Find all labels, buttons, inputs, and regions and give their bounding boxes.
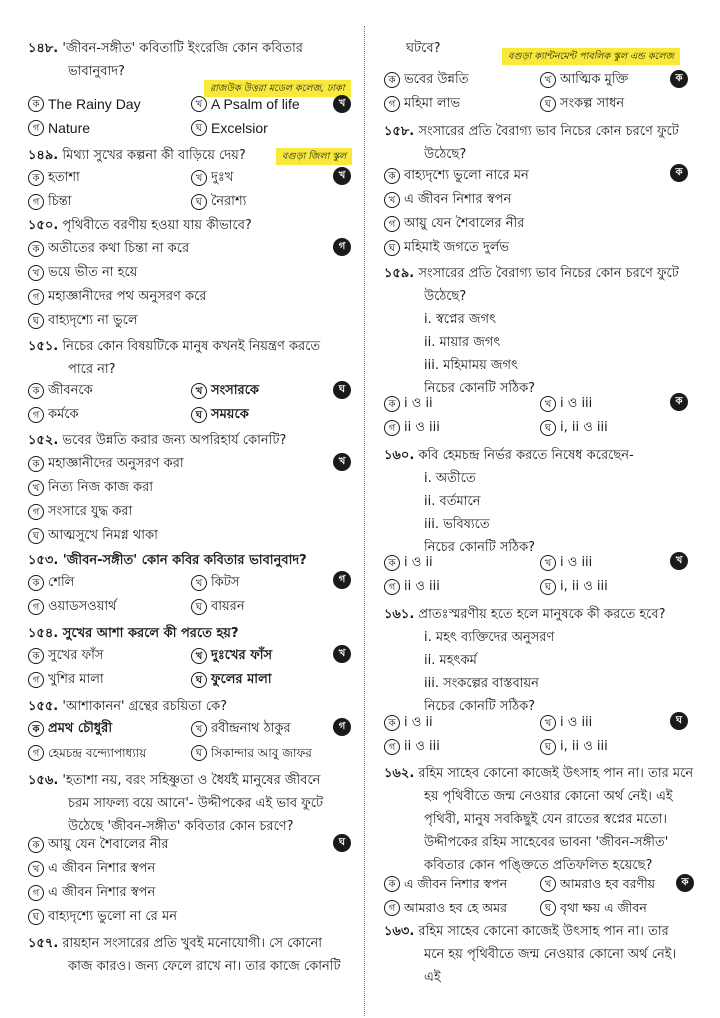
option-ka[interactable]: ক i ও ii: [384, 551, 540, 575]
source-badge: বগুড়া ক্যান্টনমেন্ট পাবলিক স্কুল এন্ড কলেজ: [502, 48, 680, 65]
option-ga[interactable]: গ চিন্তা: [28, 190, 191, 214]
option-kha[interactable]: খ কিটস: [191, 571, 354, 595]
option-ga[interactable]: গ ii ও iii: [384, 735, 540, 759]
option-label: ক: [28, 383, 44, 399]
option-label: ঘ: [540, 900, 556, 916]
option-label: খ: [540, 72, 556, 88]
options-149: [28, 166, 354, 214]
question-text-cont: ভাবানুবাদ?: [68, 64, 125, 79]
option-label: ঘ: [384, 240, 400, 256]
option-gha[interactable]: ঘ বৃথা ক্ষয় এ জীবন: [540, 896, 696, 920]
options-148: [28, 92, 354, 140]
option-ga[interactable]: গ আমরাও হব হে অমর: [384, 896, 540, 920]
option-kha[interactable]: খ এ জীবন নিশার স্বপন: [28, 857, 155, 881]
statement: ii. মহৎকর্ম: [424, 653, 477, 668]
options-150: [28, 237, 354, 333]
option-kha[interactable]: খ A Psalm of life: [191, 92, 354, 116]
options-158: [384, 164, 696, 260]
question-159: ১৫৯. সংসারের প্রতি বৈরাগ্য ভাব নিচের কোন চরণে ফুটে উঠেছে? i. স্বপ্নের জগৎ ii. মায়ার জগৎ iii. মহিমাময় জগৎ নিচের কোনটি সঠিক?: [384, 262, 696, 400]
option-gha[interactable]: ঘ বাহ্যদৃশ্যে ভুলো না রে মন: [28, 905, 177, 929]
option-gha[interactable]: ঘ মহিমাই জগতে দুর্লভ: [384, 236, 509, 260]
answer-badge: গ: [333, 718, 351, 736]
option-label: খ: [191, 721, 207, 737]
question-151: ১৫১. নিচের কোন বিষয়টিকে মানুষ কখনই নিয়ন্ত্রণ করতে পারে না?: [28, 339, 321, 377]
option-label: গ: [28, 745, 44, 761]
options-151: [28, 379, 354, 427]
question-162: ১৬২. রহিম সাহেব কোনো কাজেই উৎসাহ পান না। তার মনে হয় পৃথিবীতে জন্ম নেওয়ার কোনো অর্থ নেই। এই পৃথিবী, মানুষ সবকিছুই যেন রাতের স্বপ্নের মতো। উদ্দীপকের রহিম সাহেবের ভাবনা 'জীবন-সঙ্গীত' কবিতার কোন পঙ্ক্তিতে প্রতিফলিত হয়েছে?: [384, 766, 694, 873]
option-kha[interactable]: খ i ও iii: [540, 711, 696, 735]
answer-badge: খ: [333, 645, 351, 663]
option-label: খ: [191, 383, 207, 399]
question-ask: নিচের কোনটি সঠিক?: [424, 699, 536, 714]
option-ka[interactable]: ক হতাশা: [28, 166, 191, 190]
option-kha[interactable]: খ দুঃখের ফাঁস: [191, 644, 354, 668]
options-155: [28, 717, 354, 765]
option-label: খ: [191, 170, 207, 186]
options-159: [384, 392, 696, 440]
option-label: গ: [384, 739, 400, 755]
option-label: গ: [28, 194, 44, 210]
statement: ii. বর্তমানে: [424, 494, 481, 509]
option-label: ঘ: [191, 407, 207, 423]
option-label: ঘ: [540, 420, 556, 436]
option-ka[interactable]: ক শেলি: [28, 571, 191, 595]
option-ga[interactable]: গ মহাজ্ঞানীদের পথ অনুসরণ করে: [28, 285, 206, 309]
answer-badge: খ: [333, 95, 351, 113]
option-gha[interactable]: ঘ বাহ্যদৃশ্যে না ভুলে: [28, 309, 138, 333]
option-label: গ: [28, 885, 44, 901]
option-label: গ: [28, 407, 44, 423]
option-label: ক: [384, 396, 400, 412]
answer-badge: খ: [670, 552, 688, 570]
option-label: ক: [28, 456, 44, 472]
option-gha[interactable]: ঘ i, ii ও iii: [540, 416, 696, 440]
question-155: ১৫৫. 'আশাকানন' গ্রন্থের রচয়িতা কে?: [28, 699, 228, 714]
option-ka[interactable]: ক i ও ii: [384, 711, 540, 735]
statement: i. মহৎ ব্যক্তিদের অনুসরণ: [424, 630, 555, 645]
options-153: [28, 571, 354, 619]
answer-badge: গ: [333, 238, 351, 256]
question-ask: নিচের কোনটি সঠিক?: [424, 540, 536, 555]
option-label: ক: [384, 168, 400, 184]
option-label: ক: [384, 876, 400, 892]
option-label: গ: [384, 216, 400, 232]
option-label: খ: [384, 192, 400, 208]
option-ka[interactable]: ক মহাজ্ঞানীদের অনুসরণ করা: [28, 452, 184, 476]
option-kha[interactable]: খ রবীন্দ্রনাথ ঠাকুর: [191, 717, 354, 741]
question-157-cont: ঘটবে?: [406, 41, 441, 56]
question-150: ১৫০. পৃথিবীতে বরণীয় হওয়া যায় কীভাবে?: [28, 218, 252, 233]
option-label: ক: [28, 575, 44, 591]
option-gha[interactable]: ঘ i, ii ও iii: [540, 575, 696, 599]
question-ask: নিচের কোনটি সঠিক?: [424, 381, 536, 396]
question-157: ১৫৭. রায়হান সংসারের প্রতি খুবই মনোযোগী। সে কোনো কাজ কারও। জন্য ফেলে রাখে না। তার কাজে কোনটি: [28, 936, 341, 974]
options-152: [28, 452, 354, 548]
option-gha[interactable]: ঘ Excelsior: [191, 116, 354, 140]
option-kha[interactable]: খ আমরাও হব বরণীয়: [540, 872, 696, 896]
statement: ii. মায়ার জগৎ: [424, 335, 501, 350]
option-label: গ: [28, 120, 44, 136]
option-ga[interactable]: গ খুশির মালা: [28, 668, 191, 692]
option-ka[interactable]: ক আয়ু যেন শৈবালের নীর: [28, 833, 168, 857]
option-ga[interactable]: গ ওয়াডসওয়ার্থ: [28, 595, 191, 619]
answer-badge: ক: [670, 70, 688, 88]
option-label: গ: [28, 672, 44, 688]
option-ka[interactable]: ক ভবের উন্নতি: [384, 68, 540, 92]
option-gha[interactable]: ঘ সংকল্প সাধন: [540, 92, 696, 116]
question-148: [28, 37, 354, 83]
option-ga[interactable]: গ ii ও iii: [384, 416, 540, 440]
option-label: খ: [28, 861, 44, 877]
option-kha[interactable]: খ ভয়ে ভীত না হয়ে: [28, 261, 137, 285]
option-label: খ: [191, 96, 207, 112]
option-label: গ: [384, 420, 400, 436]
option-label: ক: [384, 555, 400, 571]
option-label: ঘ: [191, 745, 207, 761]
option-label: খ: [191, 575, 207, 591]
option-label: গ: [28, 599, 44, 615]
option-label: খ: [540, 876, 556, 892]
answer-badge: গ: [333, 571, 351, 589]
option-label: ক: [28, 241, 44, 257]
answer-badge: ক: [676, 874, 694, 892]
options-157: [384, 68, 696, 116]
option-label: ঘ: [28, 528, 44, 544]
question-149: ১৪৯. মিথ্যা সুখের কল্পনা কী বাড়িয়ে দেয়?: [28, 148, 246, 163]
option-kha[interactable]: খ নিত্য নিজ কাজ করা: [28, 476, 153, 500]
option-label: ক: [28, 648, 44, 664]
option-kha[interactable]: খ আত্মিক মুক্তি: [540, 68, 696, 92]
option-ga[interactable]: গ এ জীবন নিশার স্বপন: [28, 881, 155, 905]
option-label: ঘ: [191, 194, 207, 210]
option-label: ঘ: [540, 96, 556, 112]
option-label: ক: [28, 96, 44, 112]
option-gha[interactable]: ঘ নৈরাশ্য: [191, 190, 354, 214]
question-156: ১৫৬. 'হতাশা নয়, বরং সহিষ্ণুতা ও ধৈর্যই মানুষের জীবনে চরম সাফল্য বয়ে আনে'- উদ্দীপকের এই ভাব ফুটে উঠেছে 'জীবন-সঙ্গীত' কবিতার কোন চরণে?: [28, 773, 324, 834]
answer-badge: খ: [333, 453, 351, 471]
option-label: ঘ: [540, 579, 556, 595]
option-kha[interactable]: খ এ জীবন নিশার স্বপন: [384, 188, 511, 212]
option-ka[interactable]: ক বাহ্যদৃশ্যে ভুলো নারে মন: [384, 164, 529, 188]
answer-badge: ক: [670, 393, 688, 411]
answer-badge: ক: [670, 164, 688, 182]
option-label: ঘ: [191, 120, 207, 136]
option-kha[interactable]: খ সংসারকে: [191, 379, 354, 403]
option-ga[interactable]: গ কর্মকে: [28, 403, 191, 427]
options-160: [384, 551, 696, 599]
option-kha[interactable]: খ i ও iii: [540, 392, 696, 416]
option-kha[interactable]: খ i ও iii: [540, 551, 696, 575]
option-label: ক: [28, 170, 44, 186]
question-158: ১৫৮. সংসারের প্রতি বৈরাগ্য ভাব নিচের কোন চরণে ফুটে উঠেছে?: [384, 124, 679, 162]
option-ga[interactable]: গ সংসারে যুদ্ধ করা: [28, 500, 132, 524]
question-163: ১৬৩. রহিম সাহেব কোনো কাজেই উৎসাহ পান না। তার মনে হয় পৃথিবীতে জন্ম নেওয়ার কোনো অর্থ নেই। এই: [384, 924, 677, 985]
option-ka[interactable]: ক এ জীবন নিশার স্বপন: [384, 872, 540, 896]
option-ga[interactable]: গ মহিমা লাভ: [384, 92, 540, 116]
option-label: ক: [384, 72, 400, 88]
option-label: খ: [540, 715, 556, 731]
option-label: ঘ: [28, 313, 44, 329]
column-divider: [364, 26, 365, 1016]
option-label: খ: [540, 396, 556, 412]
statement: iii. মহিমাময় জগৎ: [424, 358, 518, 373]
source-badge: রাজউক উত্তরা মডেল কলেজ, ঢাকা: [204, 80, 351, 97]
option-label: গ: [384, 96, 400, 112]
question-154: ১৫৪. সুখের আশা করলে কী পরতে হয়?: [28, 626, 239, 641]
option-ga[interactable]: গ ii ও iii: [384, 575, 540, 599]
option-label: ঘ: [191, 599, 207, 615]
option-label: ঘ: [191, 672, 207, 688]
option-ga[interactable]: গ আয়ু যেন শৈবালের নীর: [384, 212, 524, 236]
option-gha[interactable]: ঘ আত্মসুখে নিমগ্ন থাকা: [28, 524, 158, 548]
option-label: গ: [28, 289, 44, 305]
question-161: ১৬১. প্রাতঃস্মরণীয় হতে হলে মানুষকে কী করতে হবে? i. মহৎ ব্যক্তিদের অনুসরণ ii. মহৎকর্ম iii. সংকল্পের বাস্তবায়ন নিচের কোনটি সঠিক?: [384, 603, 696, 718]
option-kha[interactable]: খ দুঃখ: [191, 166, 354, 190]
answer-badge: ঘ: [333, 381, 351, 399]
option-label: ক: [28, 721, 44, 737]
option-label: গ: [384, 579, 400, 595]
option-ka[interactable]: ক প্রমথ চৌধুরী: [28, 717, 191, 741]
statement: i. স্বপ্নের জগৎ: [424, 312, 496, 327]
option-label: গ: [28, 504, 44, 520]
option-label: গ: [384, 900, 400, 916]
option-label: ক: [384, 715, 400, 731]
statement: i. অতীতে: [424, 471, 476, 486]
option-gha[interactable]: ঘ বায়রন: [191, 595, 354, 619]
option-gha[interactable]: ঘ সিকান্দার আবু জাফর: [191, 741, 354, 765]
answer-badge: ঘ: [333, 834, 351, 852]
answer-badge: খ: [333, 167, 351, 185]
option-ga[interactable]: গ হেমচন্দ্র বন্দ্যোপাধ্যায়: [28, 741, 191, 765]
options-161: [384, 711, 696, 759]
option-gha[interactable]: ঘ i, ii ও iii: [540, 735, 696, 759]
option-label: ঘ: [28, 909, 44, 925]
option-label: ঘ: [540, 739, 556, 755]
question-text: ১৪৮. 'জীবন-সঙ্গীত' কবিতাটি ইংরেজি কোন কবিতার: [28, 41, 303, 56]
option-label: খ: [28, 480, 44, 496]
question-152: ১৫২. ভবের উন্নতি করার জন্য অপরিহার্য কোনটি?: [28, 433, 287, 448]
question-153: ১৫৩. 'জীবন-সঙ্গীত' কোন কবির কবিতার ভাবানুবাদ?: [28, 553, 307, 568]
question-160: ১৬০. কবি হেমচন্দ্র নির্ভর করতে নিষেধ করেছেন- i. অতীতে ii. বর্তমানে iii. ভবিষ্যতে নিচের কোনটি সঠিক?: [384, 444, 696, 559]
option-gha[interactable]: ঘ ফুলের মালা: [191, 668, 354, 692]
source-badge: বগুড়া জিলা স্কুল: [276, 148, 352, 165]
option-label: খ: [540, 555, 556, 571]
option-gha[interactable]: ঘ সময়কে: [191, 403, 354, 427]
option-ga[interactable]: গ Nature: [28, 116, 191, 140]
option-label: খ: [28, 265, 44, 281]
options-162: [384, 872, 696, 920]
option-label: ক: [28, 837, 44, 853]
option-ka[interactable]: ক জীবনকে: [28, 379, 191, 403]
options-154: [28, 644, 354, 692]
option-ka[interactable]: ক i ও ii: [384, 392, 540, 416]
option-label: খ: [191, 648, 207, 664]
statement: iii. ভবিষ্যতে: [424, 517, 490, 532]
option-ka[interactable]: ক অতীতের কথা চিন্তা না করে: [28, 237, 189, 261]
answer-badge: ঘ: [670, 712, 688, 730]
options-156: [28, 833, 354, 929]
statement: iii. সংকল্পের বাস্তবায়ন: [424, 676, 539, 691]
option-ka[interactable]: ক সুখের ফাঁস: [28, 644, 191, 668]
option-ka[interactable]: ক The Rainy Day: [28, 92, 191, 116]
